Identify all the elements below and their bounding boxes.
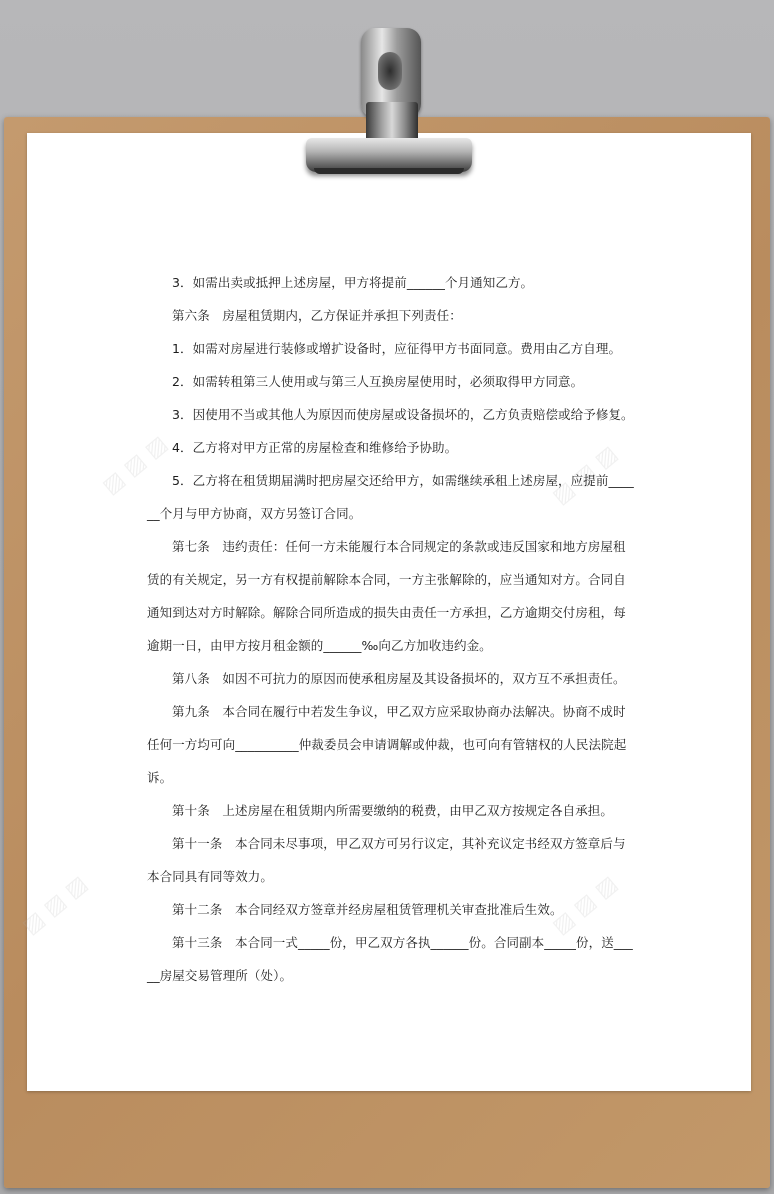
paragraph-article-11: 第十一条 本合同未尽事项，甲乙双方可另行议定，其补充议定书经双方签章后与本合同具有同等效力。 — [147, 836, 626, 884]
clip-hole — [378, 52, 402, 90]
paragraph-article-6-4: 4．乙方将对甲方正常的房屋检查和维修给予协助。 — [172, 440, 458, 455]
paragraph-article-6-2: 2．如需转租第三人使用或与第三人互换房屋使用时，必须取得甲方同意。 — [172, 374, 584, 389]
watermark-decoration: ▨ ▨ ▨ — [17, 871, 93, 940]
watermark-decoration: ▨ ▨ ▨ — [97, 431, 173, 500]
clip-base — [306, 138, 472, 172]
contract-text — [147, 266, 637, 992]
paragraph-article-6-1: 1．如需对房屋进行装修或增扩设备时，应征得甲方书面同意。费用由乙方自理。 — [172, 341, 622, 356]
clip-base-edge — [314, 168, 464, 174]
paragraph-article-6: 第六条 房屋租赁期内，乙方保证并承担下列责任： — [172, 308, 462, 323]
paragraph-article-8: 第八条 如因不可抗力的原因而使承租房屋及其设备损坏的，双方互不承担责任。 — [172, 671, 626, 686]
paragraph-article-6-5: 5．乙方将在租赁期届满时把房屋交还给甲方，如需继续承租上述房屋，应提前______个月与甲方协商，双方另签订合同。 — [147, 473, 634, 521]
binder-clip-icon — [300, 22, 480, 182]
paragraph-article-13: 第十三条 本合同一式_____份，甲乙双方各执______份。合同副本_____份，送_____房屋交易管理所（处）。 — [147, 935, 633, 983]
paragraph-article-9: 第九条 本合同在履行中若发生争议，甲乙双方应采取协商办法解决。协商不成时任何一方均可向__________仲裁委员会申请调解或仲裁，也可向有管辖权的人民法院起诉。 — [147, 704, 627, 785]
watermark-decoration: ▨ ▨ ▨ — [547, 441, 623, 510]
paragraph-article-12: 第十二条 本合同经双方签章并经房屋租赁管理机关审查批准后生效。 — [172, 902, 563, 917]
paragraph-article-7: 第七条 违约责任：任何一方未能履行本合同规定的条款或违反国家和地方房屋租赁的有关规定，另一方有权提前解除本合同，一方主张解除的，应当通知对方。合同自通知到达对方时解除。解除合同所造成的损失由责任一方承担，乙方逾期交付房租，每逾期一日，由甲方按月租金额的______‰向乙方加收违约金。 — [147, 539, 626, 653]
paragraph-article-6-3: 3．因使用不当或其他人为原因而使房屋或设备损坏的，乙方负责赔偿或给予修复。 — [172, 407, 634, 422]
paragraph-clause-5-3: 3．如需出卖或抵押上述房屋，甲方将提前______个月通知乙方。 — [172, 275, 534, 290]
watermark-decoration: ▨ ▨ ▨ — [547, 871, 623, 940]
paragraph-article-10: 第十条 上述房屋在租赁期内所需要缴纳的税费，由甲乙双方按规定各自承担。 — [172, 803, 614, 818]
